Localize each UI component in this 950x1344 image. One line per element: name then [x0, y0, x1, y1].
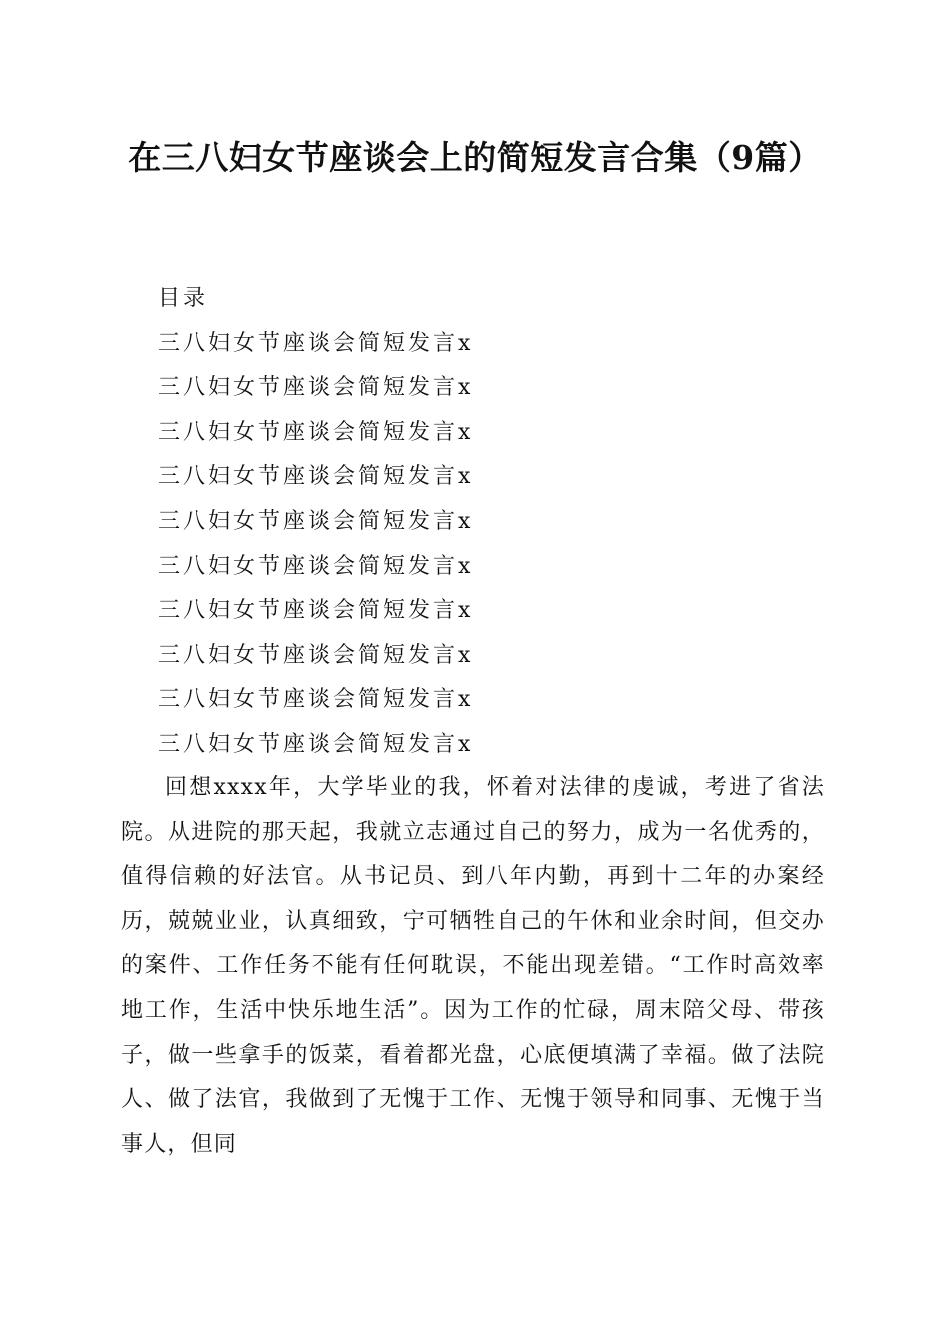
toc-item: 三八妇女节座谈会简短发言x — [158, 464, 474, 490]
body-paragraph: 回想xxxx年，大学毕业的我，怀着对法律的虔诚，考进了省法院。从进院的那天起，我就立志通过自己的努力，成为一名优秀的，值得信赖的好法官。从书记员、到八年内勤，再到十二年的办案经历，兢兢业业，认真细致，宁可牺牲自己的午休和业余时间，但交办的案件、工作任务不能有任何耽误，不能出现差错。“工作时高效率地工作，生活中快乐地生活”。因为工作的忙碌，周末陪父母、带孩子，做一些拿手的饭菜，看着都光盘，心底便填满了幸福。做了法院人、做了法官，我做到了无愧于工作、无愧于领导和同事、无愧于当事人，但同 — [121, 775, 825, 1157]
document-title: 在三八妇女节座谈会上的简短发言合集（9篇） — [128, 138, 822, 177]
toc-item: 三八妇女节座谈会简短发言x — [158, 375, 474, 401]
toc-item: 三八妇女节座谈会简短发言x — [158, 553, 474, 579]
toc-item: 三八妇女节座谈会简短发言x — [158, 508, 474, 534]
toc-heading: 目录 — [158, 286, 209, 311]
toc-item: 三八妇女节座谈会简短发言x — [158, 598, 474, 624]
toc-item: 三八妇女节座谈会简短发言x — [158, 731, 474, 757]
toc-item: 三八妇女节座谈会简短发言x — [158, 419, 474, 445]
toc-item: 三八妇女节座谈会简短发言x — [158, 642, 474, 668]
toc-item: 三八妇女节座谈会简短发言x — [158, 330, 474, 356]
toc-item: 三八妇女节座谈会简短发言x — [158, 687, 474, 713]
table-of-contents — [158, 277, 818, 768]
